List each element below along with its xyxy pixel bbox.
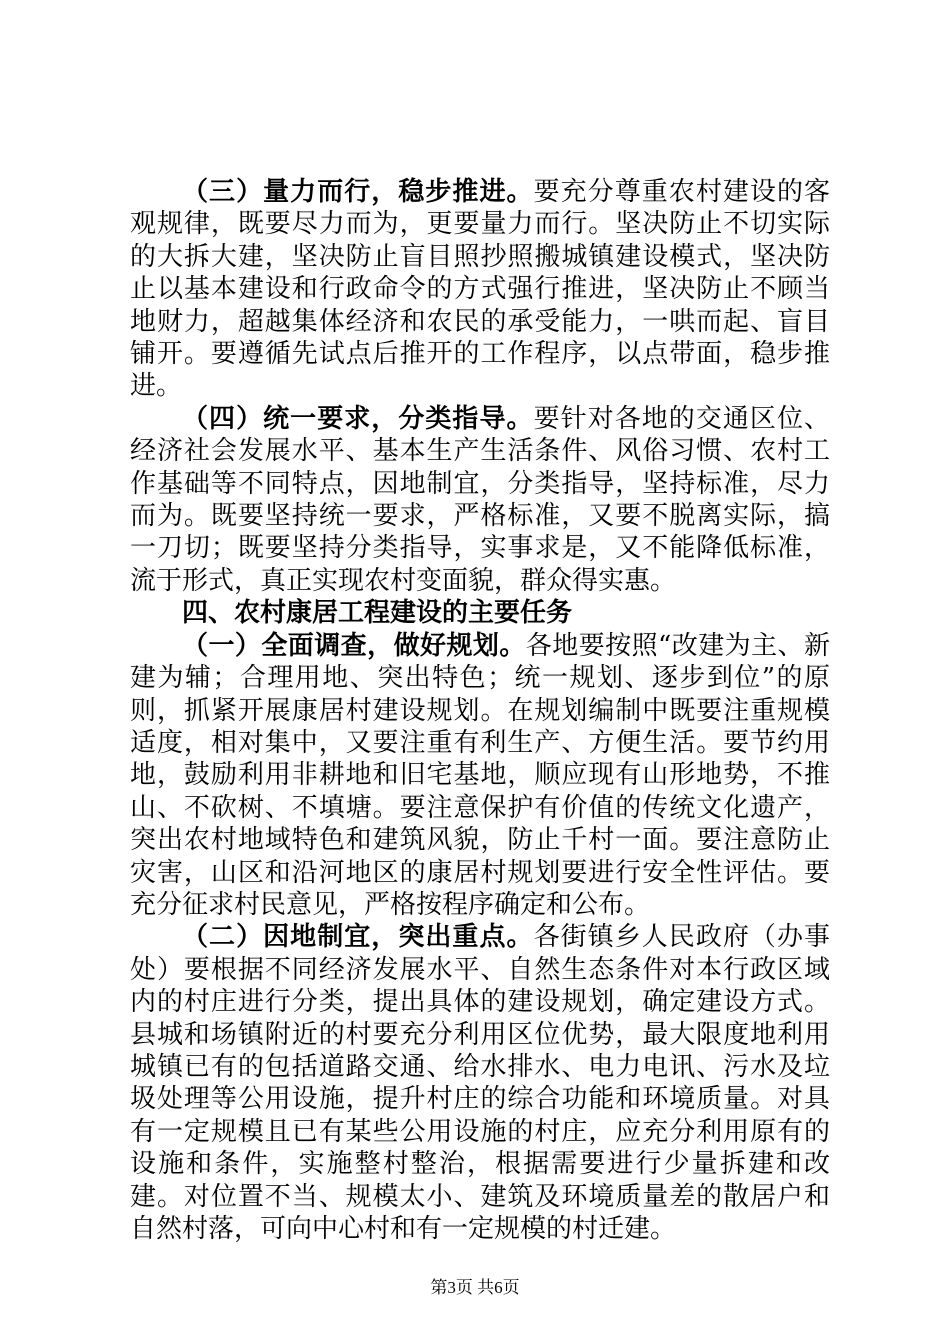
paragraph-2 [130, 921, 830, 1245]
paragraph-lead: （一）全面调查，做好规划。 [182, 630, 526, 661]
paragraph-lead: （三）量力而行，稳步推进。 [182, 177, 534, 207]
paragraph-text: 各街镇乡人民政府（办事处）要根据不同经济发展水平、自然生态条件对本行政区域内的村庄进行分类，提出具体的建设规划，确定建设方式。县城和场镇附近的村要充分利用区位优势，最大限度地利用城镇已有的包括道路交通、给水排水、电力电讯、污水及垃圾处理等公用设施，提升村庄的综合功能和环境质量。对具有一定规模且已有某些公用设施的村庄，应充分利用原有的设施和条件，实施整村整治，根据需要进行少量拆建和改建。对位置不当、规模太小、建筑及环境质量差的散居户和自然村落，可向中心村和有一定规模的村迁建。 [130, 922, 830, 1244]
paragraph-1 [130, 630, 830, 922]
document-body [130, 176, 830, 1245]
paragraph-text: 要针对各地的交通区位、经济社会发展水平、基本生产生活条件、风俗习惯、农村工作基础等不同特点，因地制宜，分类指导，坚持标准，尽力而为。既要坚持统一要求，严格标准，又要不脱离实际，搞一刀切；既要坚持分类指导，实事求是，又不能降低标准，流于形式，真正实现农村变面貌，群众得实惠。 [130, 403, 830, 596]
paragraph-text: 要充分尊重农村建设的客观规律，既要尽力而为，更要量力而行。坚决防止不切实际的大拆大建，坚决防止盲目照抄照搬城镇建设模式，坚决防止以基本建设和行政命令的方式强行推进，坚决防止不顾当地财力，超越集体经济和农民的承受能力，一哄而起、盲目铺开。要遵循先试点后推开的工作程序，以点带面，稳步推进。 [130, 177, 830, 402]
page-number-footer: 第3页 共6页 [430, 1278, 520, 1297]
paragraph-text: 各地要按照“改建为主、新建为辅；合理用地、突出特色；统一规划、逐步到位”的原则，抓紧开展康居村建设规划。在规划编制中既要注重规模适度，相对集中，又要注重有利生产、方便生活。要节约用地，鼓励利用非耕地和旧宅基地，顺应现有山形地势，不推山、不砍树、不填塘。要注意保护有价值的传统文化遗产，突出农村地域特色和建筑风貌，防止千村一面。要注意防止灾害，山区和沿河地区的康居村规划要进行安全性评估。要充分征求村民意见，严格按程序确定和公布。 [130, 630, 830, 920]
paragraph-4 [130, 403, 830, 597]
paragraph-lead: （二）因地制宜，突出重点。 [182, 922, 534, 953]
paragraph-lead: （四）统一要求，分类指导。 [182, 403, 534, 434]
section-heading: 四、农村康居工程建设的主要任务 [182, 598, 573, 629]
paragraph-3 [130, 176, 830, 403]
